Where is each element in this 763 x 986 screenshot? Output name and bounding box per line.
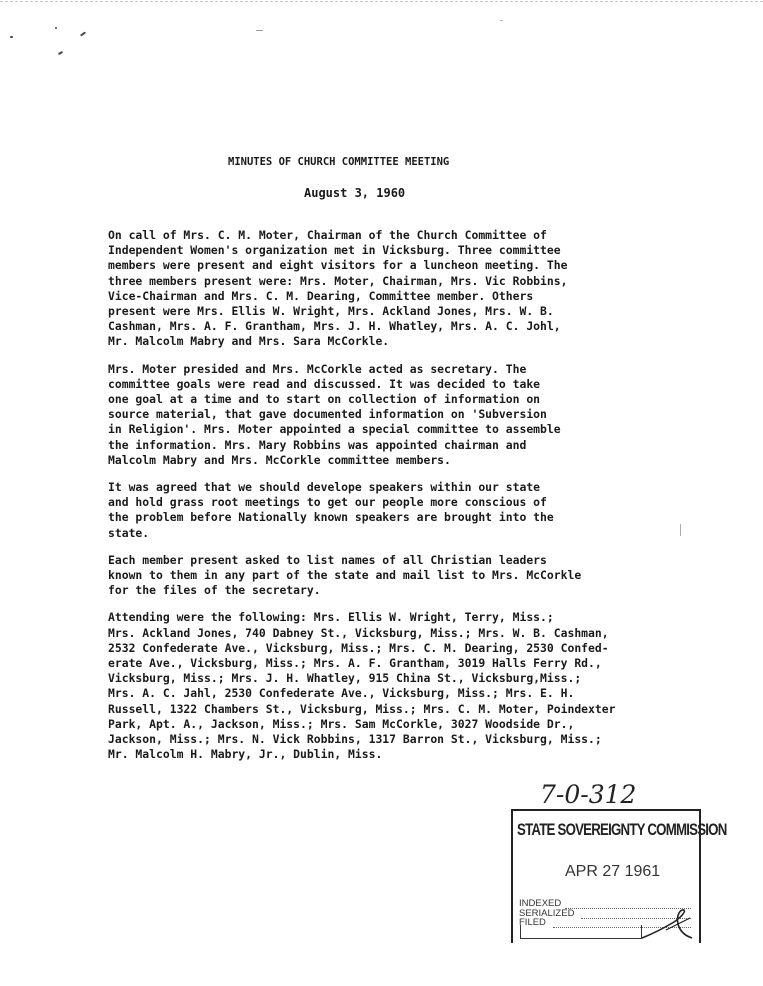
paragraph bbox=[108, 362, 638, 468]
stamp-label-filed: FILED bbox=[519, 917, 546, 928]
document-body bbox=[108, 228, 638, 775]
handwritten-file-number: 7-0-312 bbox=[540, 780, 637, 809]
text-line: source material, that gave documented information on 'Subversion bbox=[108, 407, 547, 422]
text-line: On call of Mrs. C. M. Moter, Chairman of the Church Committee of bbox=[108, 228, 547, 242]
text-line: Vice-Chairman and Mrs. C. M. Dearing, Committee member. Others bbox=[108, 288, 534, 303]
scan-speck bbox=[58, 51, 63, 55]
text-line: It was agreed that we should develope speakers within our state bbox=[108, 480, 541, 495]
text-line: committee goals were read and discussed. It was decided to take bbox=[108, 376, 541, 391]
text-line: state. bbox=[108, 525, 150, 540]
text-line: Russell, 1322 Chambers St., Vicksburg, Miss.; Mrs. C. M. Moter, Poindexter bbox=[108, 701, 616, 716]
scan-speck bbox=[680, 524, 681, 536]
text-line: and hold grass root meetings to get our people more conscious of bbox=[108, 495, 547, 510]
text-line: Mrs. Ackland Jones, 740 Dabney St., Vicksburg, Miss.; Mrs. W. B. Cashman, bbox=[108, 625, 609, 640]
text-line: known to them in any part of the state and mail list to Mrs. McCorkle bbox=[108, 568, 582, 583]
text-line: for the files of the secretary. bbox=[108, 583, 321, 598]
text-line: present were Mrs. Ellis W. Wright, Mrs. Ackland Jones, Mrs. W. B. bbox=[108, 304, 554, 319]
scan-speck bbox=[10, 36, 13, 38]
text-line: Park, Apt. A., Jackson, Miss.; Mrs. Sam McCorkle, 3027 Woodside Dr., bbox=[108, 716, 575, 731]
scan-speck bbox=[80, 31, 86, 36]
text-line: Independent Women's organization met in Vicksburg. Three committee bbox=[108, 243, 561, 258]
scan-speck bbox=[500, 20, 503, 21]
text-line: three members present were: Mrs. Moter, Chairman, Mrs. Vic Robbins, bbox=[108, 273, 568, 288]
signature-scribble bbox=[640, 908, 696, 942]
stamp-label-indexed: INDEXED bbox=[519, 898, 562, 909]
paragraph bbox=[108, 480, 638, 541]
text-line: Attending were the following: Mrs. Ellis W. Wright, Terry, Miss.; bbox=[108, 610, 554, 625]
scan-speck bbox=[256, 30, 263, 31]
text-line: members were present and eight visitors for a luncheon meeting. The bbox=[108, 258, 568, 273]
text-line: Malcolm Mabry and Mrs. McCorkle committee members. bbox=[108, 452, 451, 467]
text-line: 2532 Confederate Ave., Vicksburg, Miss.; Mrs. C. M. Dearing, 2530 Confed- bbox=[108, 640, 609, 655]
text-line: Each member present asked to list names of all Christian leaders bbox=[108, 552, 547, 567]
text-line: in Religion'. Mrs. Moter appointed a special committee to assemble bbox=[108, 422, 561, 437]
text-line: Mrs. Moter presided and Mrs. McCorkle acted as secretary. The bbox=[108, 361, 527, 376]
top-perforation bbox=[0, 1, 763, 2]
text-line: erate Ave., Vicksburg, Miss.; Mrs. A. F. Grantham, 3019 Halls Ferry Rd., bbox=[108, 656, 602, 671]
document-title: MINUTES OF CHURCH COMMITTEE MEETING bbox=[228, 156, 450, 168]
stamp-entry-box bbox=[520, 925, 642, 939]
text-line: Vicksburg, Miss.; Mrs. J. H. Whatley, 915 China St., Vicksburg,Miss.; bbox=[108, 671, 582, 686]
text-line: the information. Mrs. Mary Robbins was appointed chairman and bbox=[108, 437, 527, 452]
document-date: August 3, 1960 bbox=[304, 186, 406, 200]
scan-speck bbox=[55, 27, 57, 29]
text-line: Jackson, Miss.; Mrs. N. Vick Robbins, 1317 Barron St., Vicksburg, Miss.; bbox=[108, 732, 602, 747]
text-line: Mr. Malcolm H. Mabry, Jr., Dublin, Miss. bbox=[108, 747, 383, 762]
stamp-date: APR 27 1961 bbox=[565, 863, 661, 880]
text-line: the problem before Nationally known speakers are brought into the bbox=[108, 510, 554, 525]
text-line: one goal at a time and to start on collection of information on bbox=[108, 392, 541, 407]
paragraph bbox=[108, 610, 638, 762]
stamp-heading: STATE SOVEREIGNTY COMMISSION bbox=[517, 820, 727, 839]
paragraph bbox=[108, 228, 638, 350]
text-line: Mrs. A. C. Jahl, 2530 Confederate Ave., Vicksburg, Miss.; Mrs. E. H. bbox=[108, 686, 575, 701]
text-line: Mr. Malcolm Mabry and Mrs. Sara McCorkle. bbox=[108, 334, 390, 349]
paragraph bbox=[108, 553, 638, 599]
text-line: Cashman, Mrs. A. F. Grantham, Mrs. J. H. Whatley, Mrs. A. C. Johl, bbox=[108, 319, 561, 334]
stamp-label-serialized: SERIALIZED bbox=[519, 908, 575, 919]
